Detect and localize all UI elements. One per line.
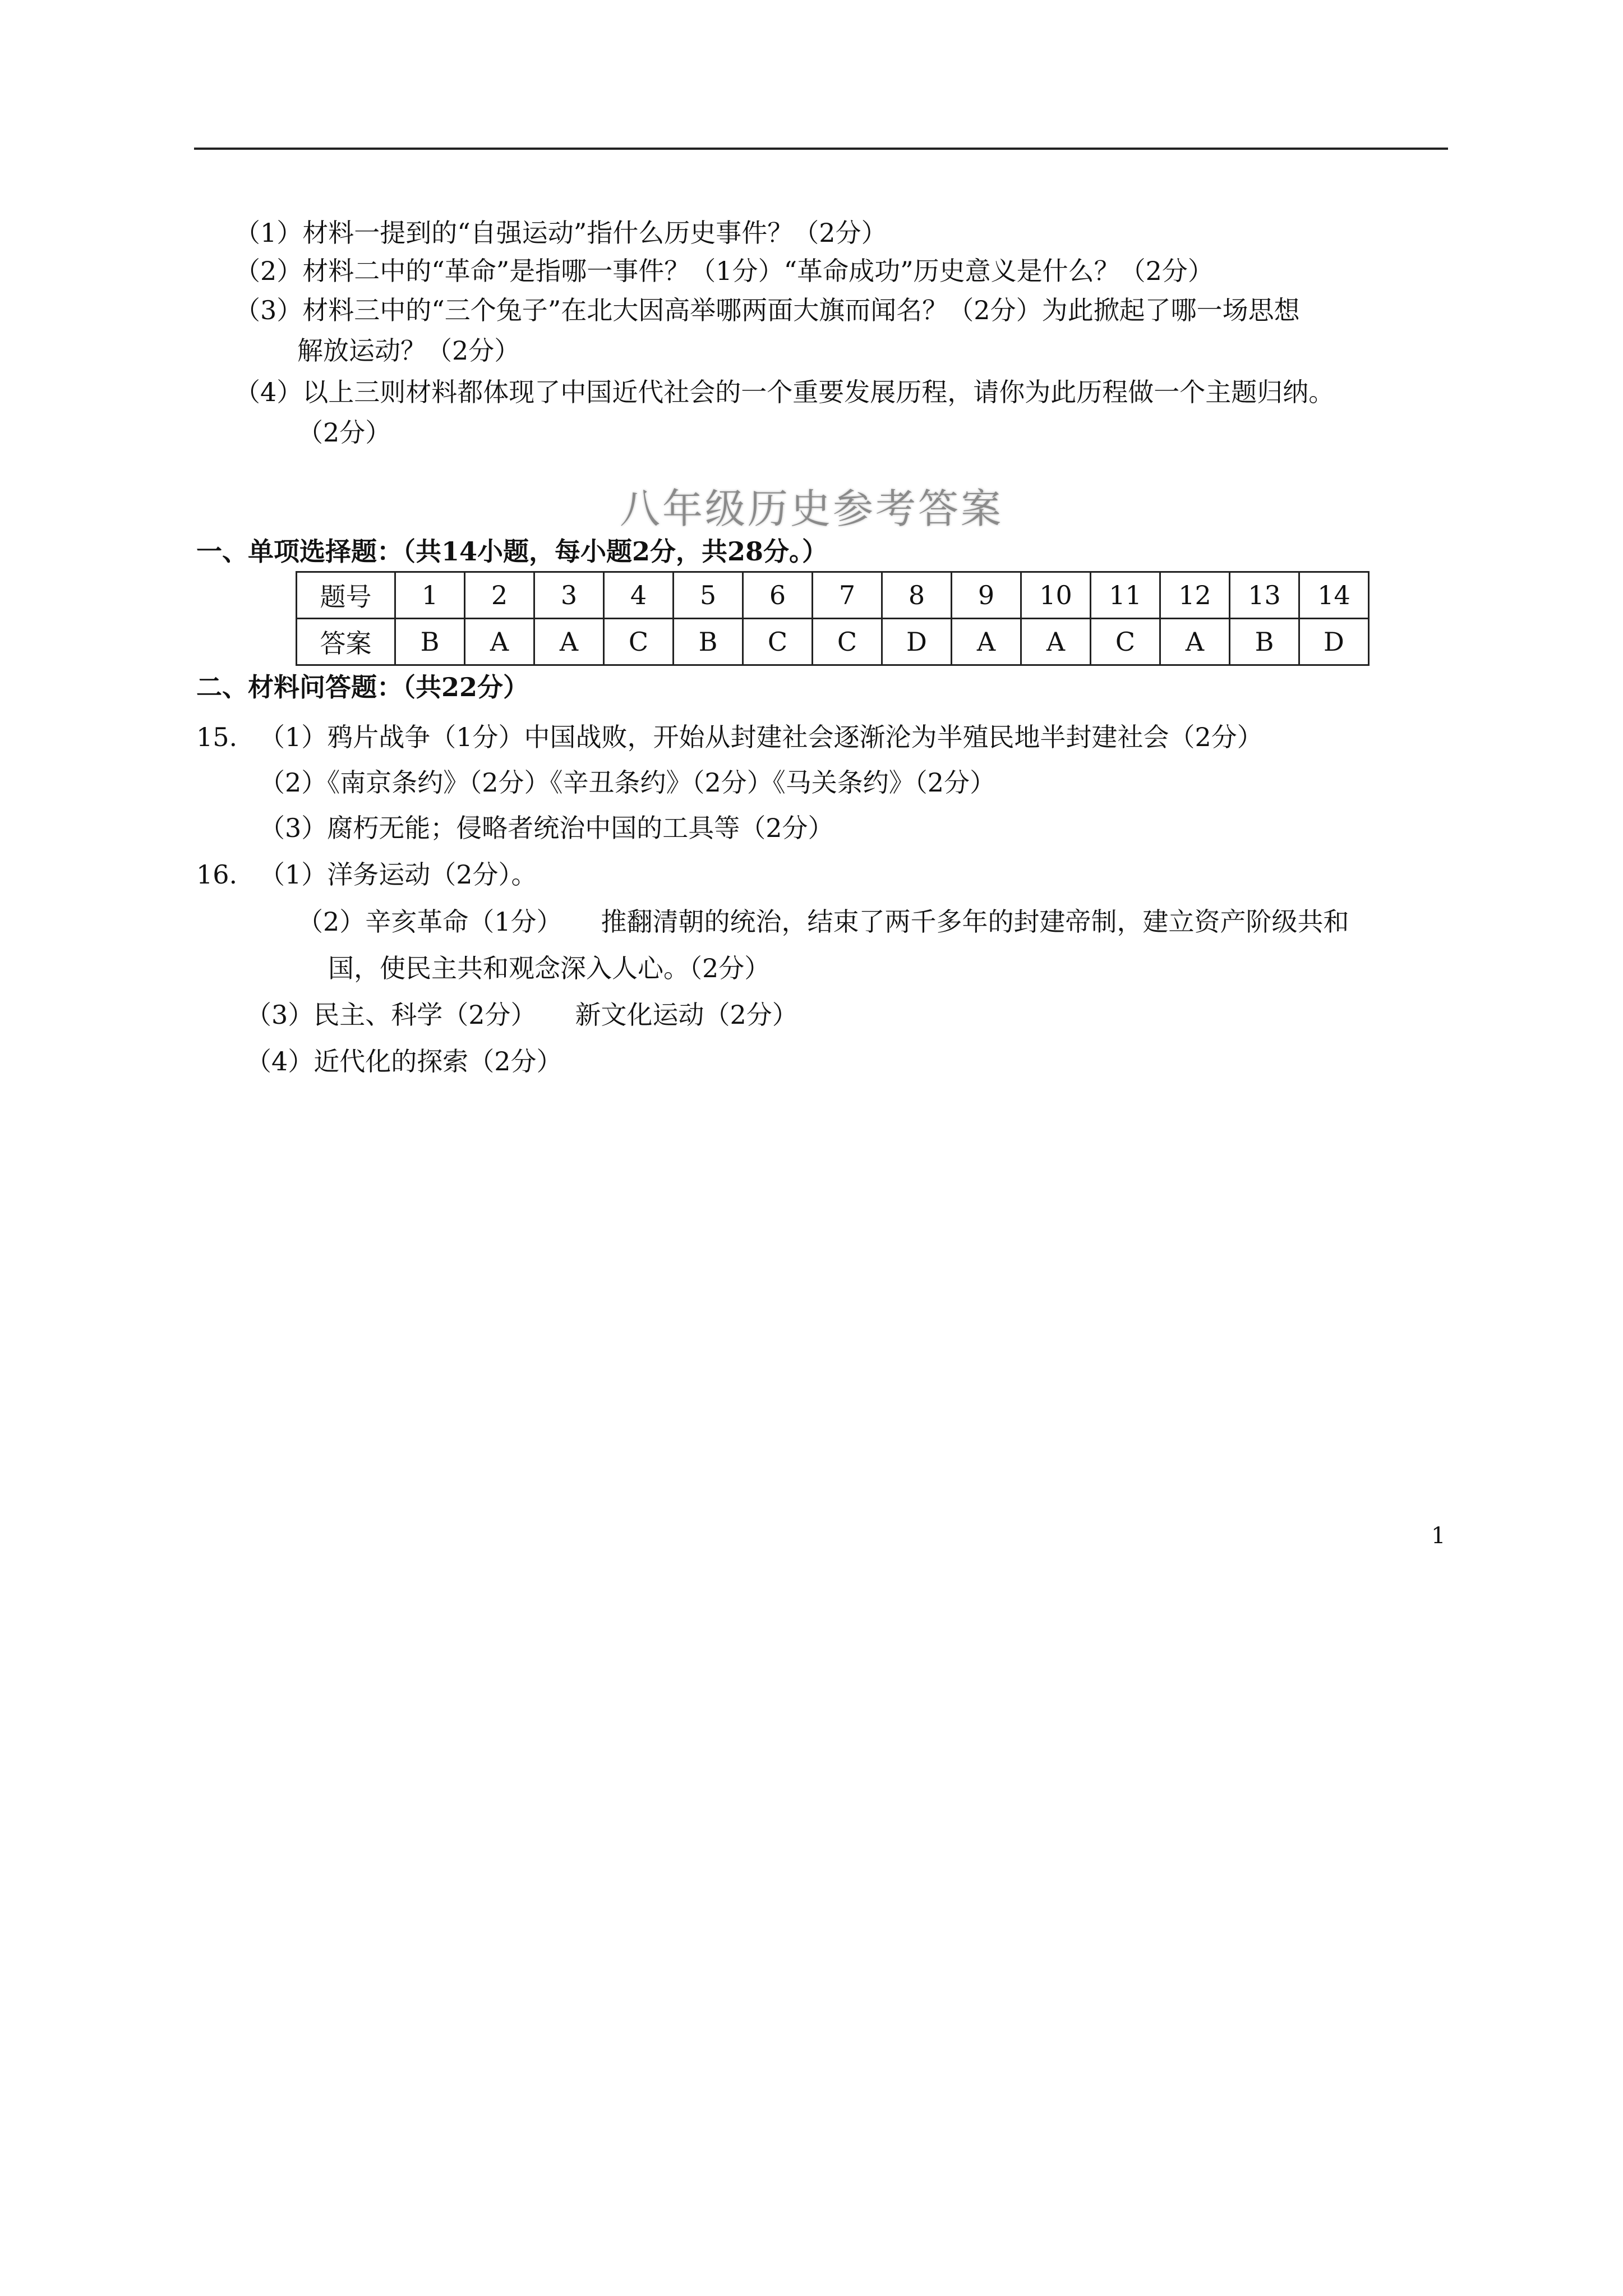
header-rule [194,148,1448,150]
number-cell: 2 [465,572,534,619]
answer-cell: A [1160,619,1230,665]
answer-cell: D [1299,619,1369,665]
answer-cell: B [395,619,465,665]
number-cell: 8 [882,572,952,619]
number-cell: 12 [1160,572,1230,619]
section2-heading: 二、材料问答题：（共22分） [196,672,529,702]
question-4: （4）以上三则材料都体现了中国近代社会的一个重要发展历程，请你为此历程做一个主题归纳。 [234,377,1335,407]
number-cell: 3 [534,572,604,619]
answer-cell: C [813,619,882,665]
answer-cell: B [1230,619,1299,665]
answer-cell: C [1091,619,1160,665]
question-4-continuation: （2分） [297,417,391,448]
number-cell: 11 [1091,572,1160,619]
number-cell: 10 [1021,572,1091,619]
number-cell: 14 [1299,572,1369,619]
row-label-answer: 答案 [297,619,395,665]
number-cell: 13 [1230,572,1299,619]
number-cell: 5 [674,572,743,619]
answer-cell: A [952,619,1021,665]
answer-cell: B [674,619,743,665]
question-2: （2）材料二中的“革命”是指哪一事件？（1分）“革命成功”历史意义是什么？（2分） [234,256,1214,286]
section1-heading: 一、单项选择题：（共14小题，每小题2分，共28分。） [196,536,828,567]
answer-cell: A [465,619,534,665]
answer-title: 八年级历史参考答案 [619,485,1003,532]
q16-number: 16. [196,859,238,890]
number-cell: 4 [604,572,674,619]
q15-answer-1: （1）鸦片战争（1分）中国战败，开始从封建社会逐渐沦为半殖民地半封建社会（2分） [259,722,1263,752]
q15-number: 15. [196,722,238,752]
answer-cell: C [604,619,674,665]
question-3: （3）材料三中的“三个兔子”在北大因高举哪两面大旗而闻名？（2分）为此掀起了哪一场思想 [234,295,1300,325]
q16-answer-3: （3）民主、科学（2分） 新文化运动（2分） [246,1000,798,1030]
answer-table [296,571,1370,666]
answer-cell: D [882,619,952,665]
answer-cell: A [1021,619,1091,665]
q16-answer-4: （4）近代化的探索（2分） [246,1046,562,1076]
number-cell: 7 [813,572,882,619]
q15-answer-2: （2）《南京条约》（2分）《辛丑条约》（2分）《马关条约》（2分） [259,767,996,798]
question-1: （1）材料一提到的“自强运动”指什么历史事件？（2分） [234,218,887,248]
answer-cell: C [743,619,813,665]
page-number: 1 [1431,1523,1446,1549]
q16-answer-2-continuation: 国，使民主共和观念深入人心。（2分） [328,953,771,983]
number-cell: 1 [395,572,465,619]
number-cell: 6 [743,572,813,619]
q16-answer-2: （2）辛亥革命（1分） 推翻清朝的统治，结束了两千多年的封建帝制，建立资产阶级共和 [297,907,1349,937]
number-cell: 9 [952,572,1021,619]
answer-cell: A [534,619,604,665]
q16-answer-1: （1）洋务运动（2分）。 [259,859,537,890]
q15-answer-3: （3）腐朽无能；侵略者统治中国的工具等（2分） [259,813,834,843]
table-row-numbers [297,572,1369,619]
row-label-number: 题号 [297,572,395,619]
table-row-answers [297,619,1369,665]
question-3-continuation: 解放运动？（2分） [297,335,520,366]
